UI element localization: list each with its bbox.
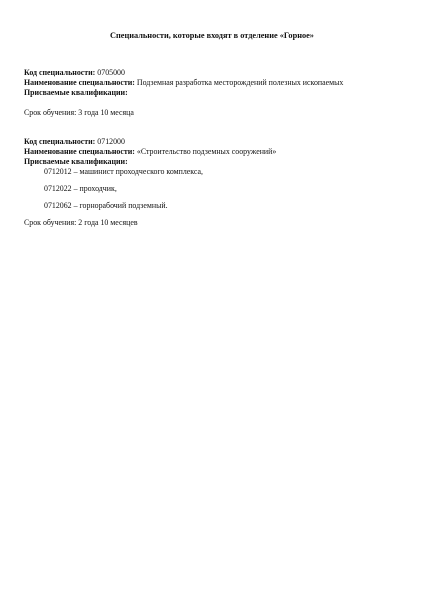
specialty-2-code-line [24,137,125,147]
qualification-item: 0712062 – горнорабочий подземный. [44,201,168,210]
specialty-1-name-line [24,78,343,88]
name-label: Наименование специальности: [24,147,135,156]
code-label: Код специальности: [24,68,96,77]
code-label: Код специальности: [24,137,96,146]
qualification-item: 0712012 – машинист проходческого комплекса, [44,167,204,176]
name-label: Наименование специальности: [24,78,135,87]
specialty-2-duration: Срок обучения: 2 года 10 месяцев [24,218,138,227]
code-value: 0705000 [97,68,125,77]
specialty-1-qual-label: Присваемые квалификации: [24,88,128,97]
specialty-1-duration: Срок обучения: 3 года 10 месяца [24,108,134,117]
name-value: Подземная разработка месторождений полезных ископаемых [136,78,344,87]
specialty-2-qual-label: Присваемые квалификации: [24,157,128,166]
code-value: 0712000 [97,137,125,146]
page-title: Специальности, которые входят в отделение «Горное» [110,31,314,40]
name-value: «Строительство подземных сооружений» [136,147,277,156]
specialty-1-code-line [24,68,125,78]
specialty-2-name-line [24,147,276,157]
qualification-item: 0712022 – проходчик, [44,184,117,193]
